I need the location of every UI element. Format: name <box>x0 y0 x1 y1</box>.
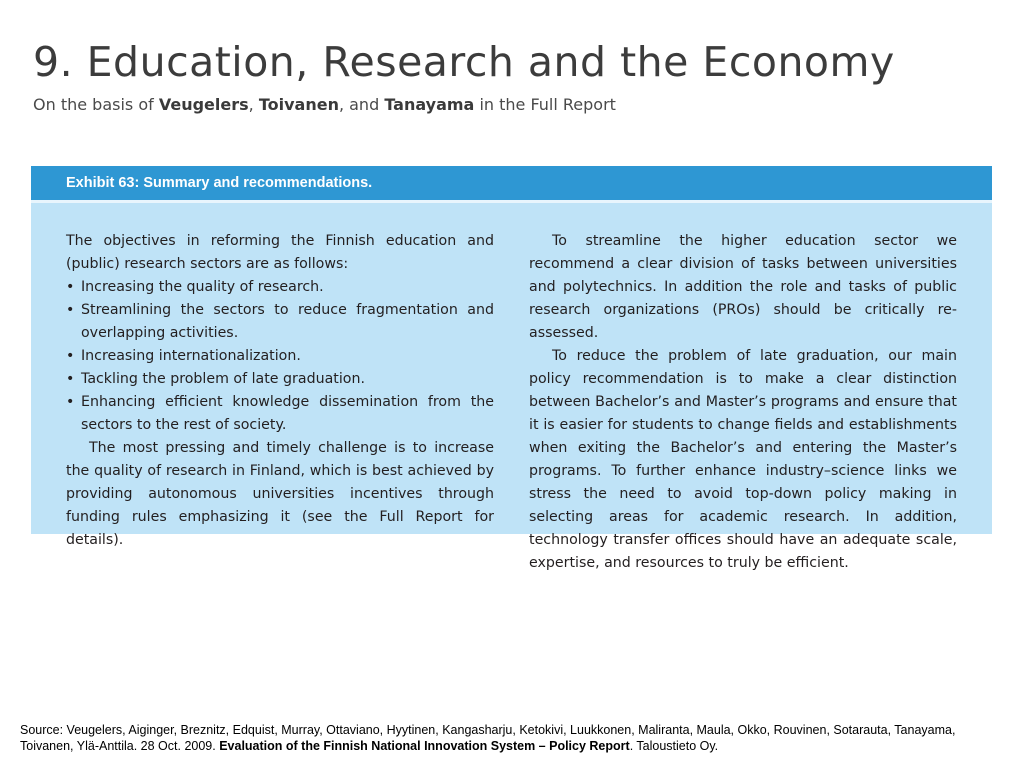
source-report-title: Evaluation of the Finnish National Innovation System – Policy Report <box>219 739 630 753</box>
graduation-paragraph: To reduce the problem of late graduation, our main policy recommendation is to make a clear distinction between Bachelor’s and Master’s programs and ensure that it is easier for students to change fields and establishments when exiting the Bachelor’s and entering the Master’s programs. To further enhance industry–science links we stress the need to avoid top-down policy making in selecting areas for academic research. In addition, technology transfer offices should have an adequate scale, expertise, and resources to truly be efficient. <box>529 348 957 571</box>
subtitle-author-tanayama: Tanayama <box>384 95 475 114</box>
subtitle-author-toivanen: Toivanen <box>258 95 339 114</box>
objectives-intro: The objectives in reforming the Finnish education and (public) research sectors are as follows: <box>66 233 494 272</box>
list-item: • Streamlining the sectors to reduce fragmentation and overlapping activities. <box>66 299 494 345</box>
list-item: • Enhancing efficient knowledge dissemination from the sectors to the rest of society. <box>66 391 494 437</box>
list-item: • Increasing internationalization. <box>66 345 494 368</box>
exhibit-right-column <box>529 230 957 575</box>
list-item: • Increasing the quality of research. <box>66 276 494 299</box>
list-item: • Tackling the problem of late graduation. <box>66 368 494 391</box>
source-publisher: . Taloustieto Oy. <box>629 739 719 753</box>
source-text: Source: Veugelers, Aiginger, Breznitz, Edquist, Murray, Ottaviano, Hyytinen, Kangasharju, Ketokivi, Luukkonen, Maliranta, Maula, Okko, Rouvinen, Sotarauta, Tanayama, Toivanen, Ylä-Anttila. 28 Oct. 2009. <box>20 723 956 753</box>
exhibit-box <box>31 166 992 571</box>
slide-title: 9. Education, Research and the Economy <box>33 38 895 86</box>
slide-subtitle <box>33 95 1003 114</box>
subtitle-prefix: On the basis of <box>33 95 159 114</box>
subtitle-separator: , and <box>338 95 385 114</box>
exhibit-left-column <box>66 230 494 552</box>
exhibit-header <box>31 166 992 203</box>
exhibit-title: Exhibit 63: Summary and recommendations. <box>66 175 373 191</box>
streamline-paragraph: To streamline the higher education sector we recommend a clear division of tasks between universities and polytechnics. In addition the role and tasks of public research organizations (PROs) should be critically re-assessed. <box>529 233 957 341</box>
subtitle-author-veugelers: Veugelers <box>158 95 249 114</box>
challenge-paragraph: The most pressing and timely challenge is to increase the quality of research in Finland, which is best achieved by providing autonomous universities incentives through funding rules emphasizing it (see the Full Report for details). <box>66 440 494 548</box>
subtitle-suffix: in the Full Report <box>474 95 616 114</box>
objectives-list <box>66 276 494 437</box>
subtitle-separator: , <box>248 95 259 114</box>
source-citation <box>20 722 1012 754</box>
